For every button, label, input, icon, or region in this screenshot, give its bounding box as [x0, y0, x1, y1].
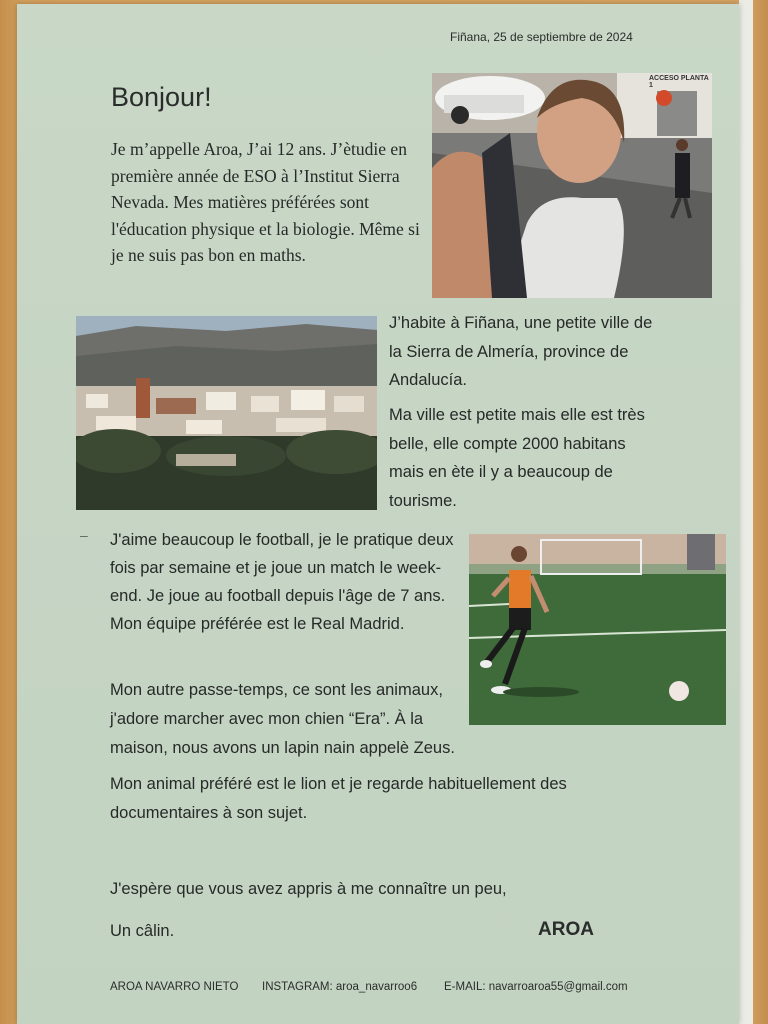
football-photo	[469, 534, 726, 725]
footer-name: AROA NAVARRO NIETO	[110, 981, 239, 993]
greeting-heading: Bonjour!	[111, 82, 212, 112]
town-photo	[76, 316, 377, 510]
lion-paragraph: Mon animal préféré est le lion et je regarde habituellement des documentaires à son sujet.	[110, 775, 567, 822]
footer-instagram: INSTAGRAM: aroa_navarroo6	[262, 981, 418, 993]
closing-line: J'espère que vous avez appris à me connaître un peu,	[110, 880, 507, 898]
signoff-text: Un câlin.	[110, 922, 175, 940]
selfie-photo	[432, 73, 712, 298]
paper-edge	[739, 0, 753, 1024]
home-paragraph-2: Ma ville est petite mais elle est très belle, elle compte 2000 habitans mais en ète il y a beaucoup de tourisme.	[389, 406, 645, 510]
intro-paragraph: Je m’appelle Aroa, J’ai 12 ans. J’ètudie en première année de ESO à l’Institut Sierra Nevada. Mes matières préférées sont l'éducation physique et la biologie. Même si je ne suis pas bon en maths.	[111, 139, 420, 265]
football-paragraph: J'aime beaucoup le football, je le pratique deux fois par semaine et je joue un match le week-end. Je joue au football depuis l'âge de 7 ans. Mon équipe préférée est le Real Madrid.	[110, 531, 454, 633]
bullet-dash: –	[80, 527, 88, 543]
home-paragraph-1: J’habite à Fiñana, une petite ville de la Sierra de Almería, province de Andalucía.	[389, 314, 653, 389]
footer-email: E-MAIL: navarroaroa55@gmail.com	[444, 981, 628, 993]
signature: AROA	[538, 919, 594, 940]
letter-date: Fiñana, 25 de septiembre de 2024	[450, 30, 633, 44]
sign-text: ACCESO PLANTA 1	[649, 75, 709, 89]
pets-paragraph: Mon autre passe-temps, ce sont les animaux, j'adore marcher avec mon chien “Era”. À la maison, nous avons un lapin nain appelè Zeus.	[110, 681, 455, 757]
